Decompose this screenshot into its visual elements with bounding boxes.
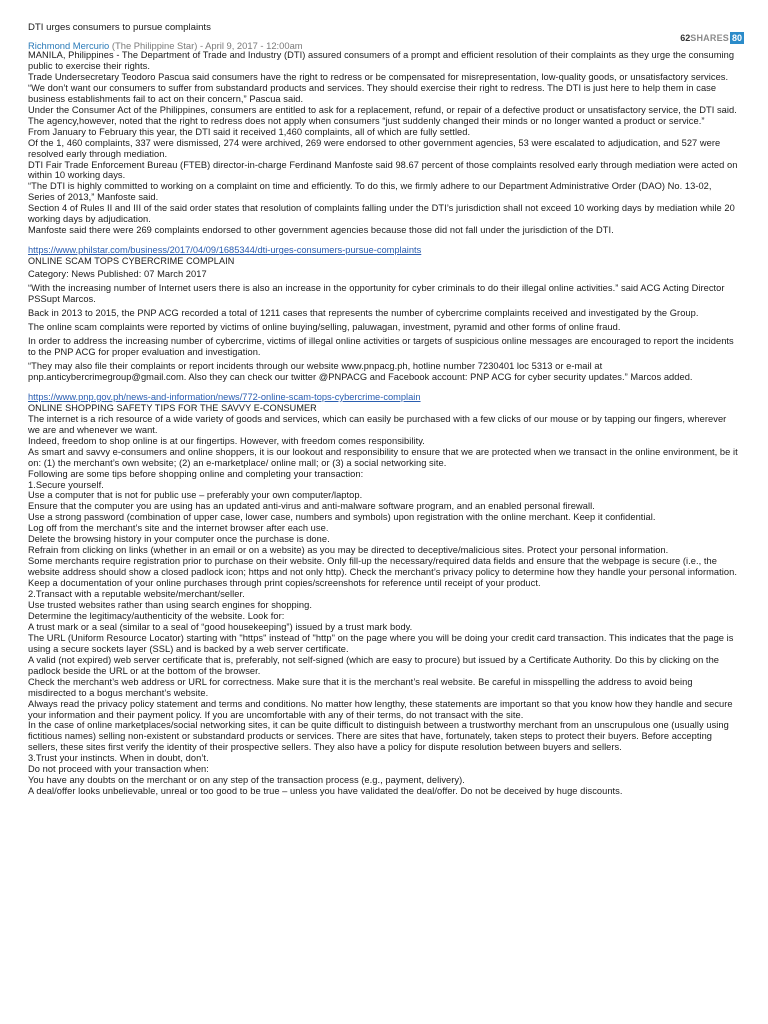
share-counter[interactable] (680, 32, 744, 44)
paragraph: From January to February this year, the DTI said it received 1,460 complaints, all of which are fully settled. (28, 126, 471, 137)
paragraph: In order to address the increasing number of cybercrime, victims of illegal online activities or targets of suspicious online messages are encouraged to report the incidents to the PNP ACG for proper evaluation and investigation. (28, 335, 734, 357)
tip-line: A deal/offer looks unbelievable, unreal or too good to be true – unless you have validated the deal/offer. Do not be deceived by huge discounts. (28, 786, 623, 797)
paragraph: Manfoste said there were 269 complaints endorsed to other government agencies because those did not fall under the jurisdiction of the DTI. (28, 225, 614, 236)
article-heading: ONLINE SHOPPING SAFETY TIPS FOR THE SAVVY E-CONSUMER (28, 402, 317, 413)
tip-line: Use a strong password (combination of upper case, lower case, numbers and symbols) upon registration with the online merchant. Keep it confidential. (28, 512, 656, 523)
tip-heading: 1.Secure yourself. (28, 479, 104, 490)
paragraph: MANILA, Philippines - The Department of Trade and Industry (DTI) assured consumers of a prompt and efficient resolution of their complaints as they urge the consuming public to exercise their rights. (28, 50, 735, 71)
byline (28, 40, 303, 51)
source-date: (The Philippine Star) - April 9, 2017 - 12:00am (109, 40, 303, 51)
tip-line: Ensure that the computer you are using has an updated anti-virus and anti-malware software program, and an enabled personal firewall. (28, 501, 595, 512)
paragraph: Trade Undersecretary Teodoro Pascua said consumers have the right to redress or be compensated for misrepresentation, low-quality goods, or unsatisfactory services. (28, 71, 729, 82)
tip-line: A valid (not expired) web server certificate that is, preferably, not self-signed (which are easy to procure) but issued by a Certificate Authority. Do this by clicking on the padlock beside the URL or at the bottom of the browser. (28, 654, 720, 676)
tip-line: As smart and savvy e-consumers and online shoppers, it is our lookout and responsibility to ensure that we are protected when we transact in the online environment, be it on: (1) the merchant’s own website; (2) an e-marketplace/ online mall; or (3) a social networking site. (28, 446, 738, 468)
tip-line: Check the merchant’s web address or URL for correctness. Make sure that it is the merchant’s real website. Be careful in misspelling the address to avoid being misdirected to a bogus merchant’s website. (28, 676, 693, 698)
article-pnp (28, 256, 740, 383)
tip-line: Refrain from clicking on links (whether in an email or on a website) as you may be directed to deceptive/malicious sites. Protect your personal information. (28, 545, 669, 556)
paragraph: Back in 2013 to 2015, the PNP ACG recorded a total of 1211 cases that represents the number of cybercrime complaints received and investigated by the Group. (28, 308, 699, 319)
tip-line: Use trusted websites rather than using search engines for shopping. (28, 599, 312, 610)
article-shopping-tips (28, 403, 740, 797)
paragraph: DTI Fair Trade Enforcement Bureau (FTEB) director-in-charge Ferdinand Manfoste said 98.67 percent of those complaints resolved early through mediation were acted on within 10 working days. (28, 159, 738, 181)
tip-line: Indeed, freedom to shop online is at our fingertips. However, with freedom comes responsibility. (28, 435, 425, 446)
tip-line: In the case of online marketplaces/social networking sites, it can be quite difficult to distinguish between a trustworthy merchant from an unscrupulous one (usually using fictitious names) selling non-existent or substandard products or services. There are sites that have, fortunately, taken steps to protect their buyers. Before accepting sellers, these sites first verify the identity of their prospective sellers. They also have a policy for dispute resolution between buyers and sellers. (28, 720, 729, 753)
share-count: 62 (680, 33, 691, 43)
paragraph: The online scam complaints were reported by victims of online buying/selling, paluwagan, investment, pyramid and other forms of online fraud. (28, 322, 621, 333)
article-dti (28, 22, 740, 236)
share-label: SHARES (690, 33, 729, 43)
tip-heading: 2.Transact with a reputable website/merchant/seller. (28, 589, 245, 600)
tip-line: A trust mark or a seal (similar to a seal of “good housekeeping”) issued by a trust mark body. (28, 621, 413, 632)
share-box: 80 (731, 33, 742, 43)
paragraph: “With the increasing number of Internet users there is also an increase in the opportunity for cyber criminals to do their illegal online activities.” said ACG Acting Director PSSupt Marcos. (28, 283, 725, 305)
source-link-philstar[interactable]: https://www.philstar.com/business/2017/04/09/1685344/dti-urges-consumers-pursue-complaints (28, 245, 422, 256)
paragraph: “We don’t want our consumers to suffer from substandard products and services. They should exercise their right to redress. The DTI is just here to help them in case business establishments fail to act on their concern,” Pascua said. (28, 82, 717, 104)
tip-line: Keep a documentation of your online purchases through print copies/screenshots for reference until receipt of your product. (28, 578, 541, 589)
article-meta: Category: News Published: 07 March 2017 (28, 269, 207, 280)
tip-line: Determine the legitimacy/authenticity of the website. Look for: (28, 610, 285, 621)
tip-line: Do not proceed with your transaction when: (28, 764, 209, 775)
source-link-pnp[interactable]: https://www.pnp.gov.ph/news-and-information/news/772-online-scam-tops-cybercrime-complain (28, 391, 421, 402)
tip-line: The URL (Uniform Resource Locator) starting with "https" instead of "http" on the page where you will be doing your credit card transaction. This indicates that the page is using a secure sockets layer (SSL) and is backed by a web server certificate. (28, 632, 734, 654)
tip-line: Following are some tips before shopping online and completing your transaction: (28, 468, 364, 479)
tip-line: Log off from the merchant’s site and the internet browser after each use. (28, 523, 329, 534)
paragraph: Under the Consumer Act of the Philippines, consumers are entitled to ask for a replacement, refund, or repair of a defective product or unsatisfactory service, the DTI said. (28, 104, 737, 115)
paragraph: Of the 1, 460 complaints, 337 were dismissed, 274 were archived, 269 were endorsed to other government agencies, 53 were escalated to adjudication, and 527 were resolved early through mediation. (28, 137, 721, 159)
tip-heading: 3.Trust your instincts. When in doubt, don’t. (28, 753, 209, 764)
tip-line: Use a computer that is not for public use – preferably your own computer/laptop. (28, 490, 363, 501)
article-title: DTI urges consumers to pursue complaints (28, 22, 211, 33)
byline-row (28, 33, 742, 51)
article-heading: ONLINE SCAM TOPS CYBERCRIME COMPLAIN (28, 256, 235, 267)
paragraph: “They may also file their complaints or report incidents through our website www.pnpacg.ph, hotline number 7230401 loc 5313 or e-mail at pnp.anticybercrimegroup@gmail.com. Also they can check our twitter @PNPACG and Facebook account: PNP ACG for cyber security updates.” Marcos added. (28, 360, 693, 382)
tip-line: The internet is a rich resource of a wide variety of goods and services, which can easily be purchased with a few clicks of our mouse or by tapping our fingers, wherever we are and whenever we want. (28, 413, 727, 435)
paragraph: The agency,however, noted that the right to redress does not apply when consumers “just suddenly changed their minds or no longer wanted a product or service.” (28, 115, 705, 126)
document-page (28, 22, 740, 797)
paragraph: “The DTI is highly committed to working on a complaint on time and efficiently. To do this, we firmly adhere to our Department Administrative Order (DAO) No. 13-02, Series of 2013,” Manfoste said. (28, 181, 712, 203)
tip-line: Delete the browsing history in your computer once the purchase is done. (28, 534, 330, 545)
tip-line: Some merchants require registration prior to purchase on their website. Only fill-up the necessary/required data fields and ensure that the webpage is secure (i.e., the website address should show a closed padlock icon; https and not only http). Check the merchant’s privacy policy to determine how they handle your personal information. (28, 556, 737, 578)
author-link[interactable]: Richmond Mercurio (28, 40, 110, 51)
paragraph: Section 4 of Rules II and III of the said order states that resolution of complaints falling under the DTI’s jurisdiction shall not exceed 10 working days by mediation while 20 working days by adjudication. (28, 203, 735, 225)
tip-line: You have any doubts on the merchant or on any step of the transaction process (e.g., payment, delivery). (28, 775, 465, 786)
tip-line: Always read the privacy policy statement and terms and conditions. No matter how lengthy, these statements are important so that you know how they handle and secure your information and their payment policy. If you are uncomfortable with any of their terms, do not transact with the site. (28, 698, 733, 720)
